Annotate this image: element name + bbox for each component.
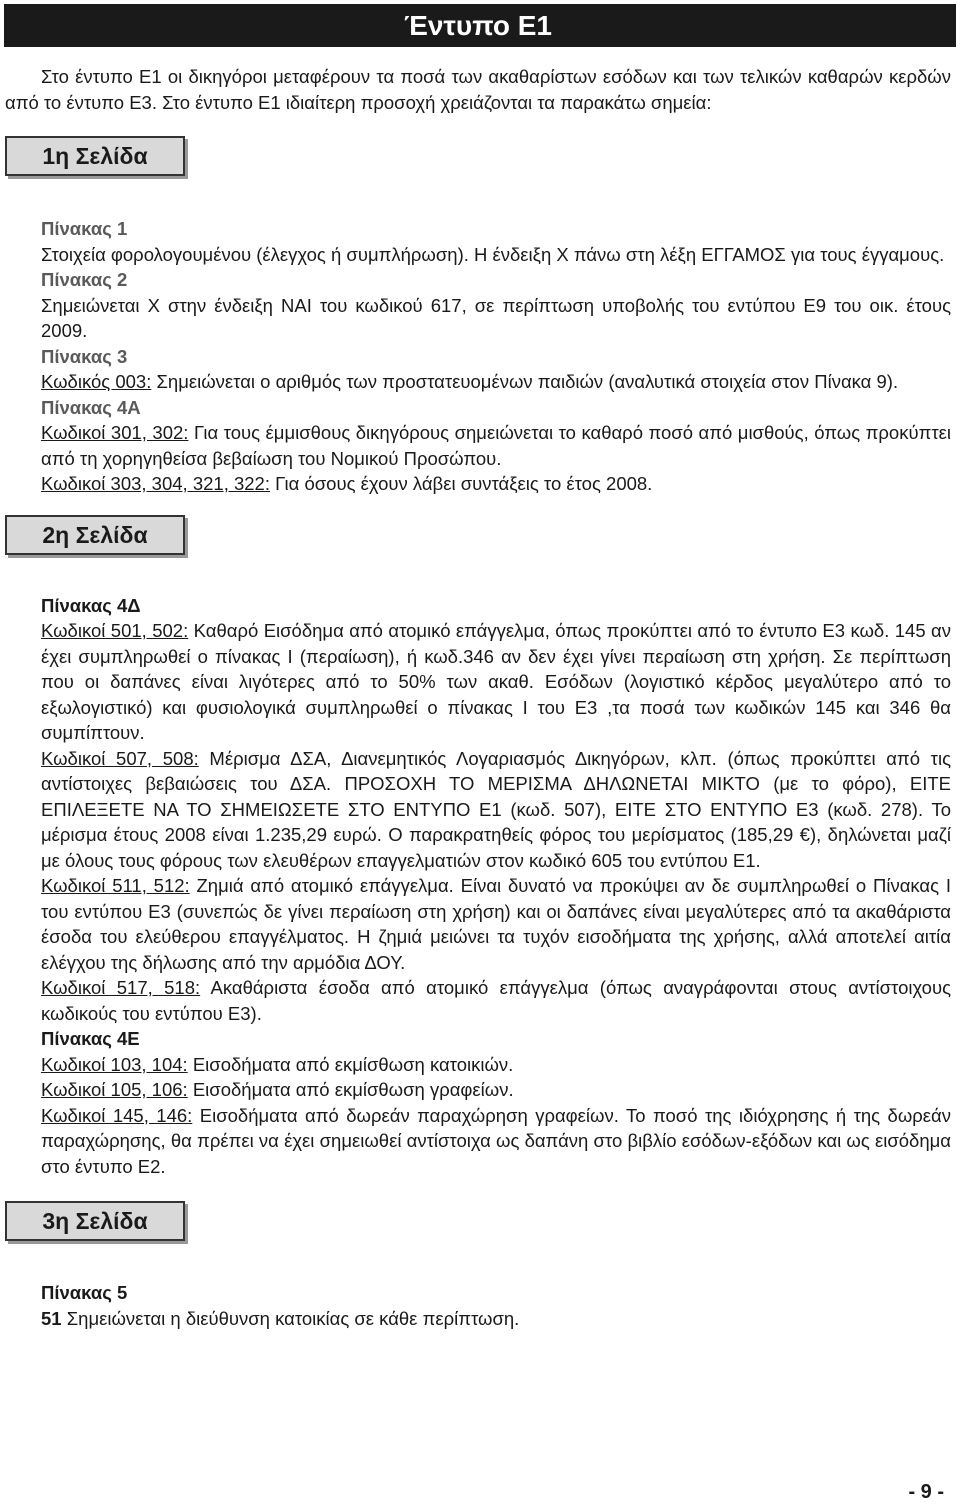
code-description: Εισοδήματα από εκμίσθωση κατοικιών. [187,1053,514,1075]
section-heading-page-2: 2η Σελίδα [5,515,185,555]
table-5-title: Πίνακας 5 [41,1282,128,1303]
table-4d-title: Πίνακας 4Δ [41,594,141,616]
table-2-text: Σημειώνεται Χ στην ένδειξη ΝΑΙ του κωδικού 617, σε περίπτωση υποβολής του εντύπου Ε9 του οικ. έτους 2009. [41,294,951,341]
table-4d-paragraph-3 [5,873,951,975]
table-4a-title: Πίνακας 4Α [41,396,141,418]
page-title: Έντυπο Ε1 [403,10,552,41]
table-4e-paragraph-3 [5,1103,951,1180]
code-label: Κωδικοί 301, 302: [41,422,189,443]
code-description: Για τους έμμισθους δικηγόρους σημειώνεται το καθαρό ποσό από μισθούς, όπως προκύπτει από τη χορηγηθείσα βεβαίωση του Νομικού Προσώπου. [41,422,952,469]
code-label: Κωδικοί 517, 518: [41,977,201,998]
code-description: Σημειώνεται η διεύθυνση κατοικίας σε κάθε περίπτωση. [61,1307,520,1329]
section-heading-page-1: 1η Σελίδα [5,136,185,176]
page-number: - 9 - [908,1481,944,1503]
table-4e-paragraph-2 [5,1077,951,1103]
code-description: Για όσους έχουν λάβει συντάξεις το έτος 2008. [269,473,653,494]
table-4d-paragraph-2 [5,746,951,874]
section-page-2 [5,497,951,593]
code-description: Εισοδήματα από δωρεάν παραχώρηση γραφείων. Το ποσό της ιδιόχρησης ή της δωρεάν παραχώρησης, θα πρέπει να έχει σημειωθεί αντίστοιχα ως δαπάνη στο βιβλίο εσόδων-εξόδων και ως εισόδημα στο έντυπο Ε2. [41,1104,951,1177]
code-description: Ζημιά από ατομικό επάγγελμα. Είναι δυνατό να προκύψει αν δε συμπληρωθεί ο Πίνακας Ι του εντύπου Ε3 (συνεπώς δε γίνει περαίωση στη χρήση) και οι δαπάνες είναι μεγαλύτερες από τα ακαθάριστα έσοδα του ελεύθερου επαγγέλματος. Η ζημιά μειώνει τα τυχόν εισοδήματα της χρήσης, αλλά αποτελεί αιτία ελέγχου της δήλωσης από την αρμόδια ΔΟΥ. [41,875,951,973]
table-4d-paragraph-1 [5,618,951,746]
document-body [5,64,951,1331]
page-header-bar [4,4,956,47]
table-4d-paragraph-4 [5,975,951,1026]
table-3-title: Πίνακας 3 [41,345,128,367]
code-label: Κωδικοί 303, 304, 321, 322: [41,473,270,494]
table-3-paragraph [5,369,951,395]
code-label: 51 [41,1307,62,1329]
code-label: Κωδικοί 103, 104: [41,1053,188,1075]
section-heading-page-3: 3η Σελίδα [5,1201,185,1241]
table-5-paragraph [5,1306,951,1332]
table-4a-paragraph-2 [5,471,951,497]
code-label: Κωδικοί 507, 508: [41,747,199,769]
table-4e-title: Πίνακας 4Ε [41,1028,140,1049]
table-4e-paragraph-1 [5,1052,951,1078]
table-2-title: Πίνακας 2 [41,269,128,290]
intro-paragraph: Στο έντυπο Ε1 οι δικηγόροι μεταφέρουν τα ποσά των ακαθαρίστων εσόδων και των τελικών καθαρών κερδών από το έντυπο Ε3. Στο έντυπο Ε1 ιδιαίτερη προσοχή χρειάζονται τα παρακάτω σημεία: [5,66,951,113]
code-label: Κωδικοί 511, 512: [41,875,190,896]
code-description: Μέρισμα ΔΣΑ, Διανεμητικός Λογαριασμός Δικηγόρων, κλπ. (όπως προκύπτει από τις αντίστοιχες βεβαιώσεις του ΔΣΑ. ΠΡΟΣΟΧΗ ΤΟ ΜΕΡΙΣΜΑ ΔΗΛΩΝΕΤΑΙ ΜΙΚΤΟ (με το φόρο), ΕΙΤΕ ΕΠΙΛΕΞΕΤΕ ΝΑ ΤΟ ΣΗΜΕΙΩΣΕΤΕ ΣΤΟ ΕΝΤΥΠΟ Ε1 (κωδ. 507), ΕΙΤΕ ΣΤΟ ΕΝΤΥΠΟ Ε3 (κωδ. 278). Το μέρισμα έτους 2008 είναι 1.235,29 ευρώ. Ο παρακρατηθείς φόρος του μερίσματος (185,29 €), δηλώνεται μαζί με όλους τους φόρους των ελευθέρων επαγγελματιών στον κωδικό 605 του εντύπου Ε1. [41,747,951,871]
table-1-title: Πίνακας 1 [41,218,128,239]
code-description: Εισοδήματα από εκμίσθωση γραφείων. [187,1079,514,1100]
code-description: Σημειώνεται ο αριθμός των προστατευομένων παιδιών (αναλυτικά στοιχεία στον Πίνακα 9). [151,371,899,392]
code-label: Κωδικοί 145, 146: [41,1104,193,1126]
code-description: Καθαρό Εισόδημα από ατομικό επάγγελμα, όπως προκύπτει από το έντυπο Ε3 κωδ. 145 αν έχει συμπληρωθεί ο πίνακας Ι (περαίωση), ή κωδ.346 αν δεν έχει γίνει περαίωση στη χρήση. Σε περίπτωση που οι δαπάνες είναι λιγότερες από το 50% των ακαθ. Εσόδων (λογιστικό κέρδος μεγαλύτερο από το εξωλογιστικό) και φυσιολογικά συμπληρωθεί ο πίνακας Ι του Ε3 ,τα ποσά των κωδικών 145 και 346 θα συμπίπτουν. [41,620,951,743]
section-page-1 [5,115,951,216]
code-description: Ακαθάριστα έσοδα από ατομικό επάγγελμα (όπως αναγράφονται στους αντίστοιχους κωδικούς του εντύπου Ε3). [41,977,951,1024]
code-label: Κωδικοί 105, 106: [41,1079,188,1100]
code-label: Κωδικοί 501, 502: [41,620,189,641]
table-1-text: Στοιχεία φορολογουμένου (έλεγχος ή συμπλήρωση). Η ένδειξη Χ πάνω στη λέξη ΕΓΓΑΜΟΣ για τους έγγαμους. [41,243,945,265]
code-label: Κωδικός 003: [41,371,152,392]
section-page-3 [5,1179,951,1280]
table-4a-paragraph-1 [5,420,951,471]
